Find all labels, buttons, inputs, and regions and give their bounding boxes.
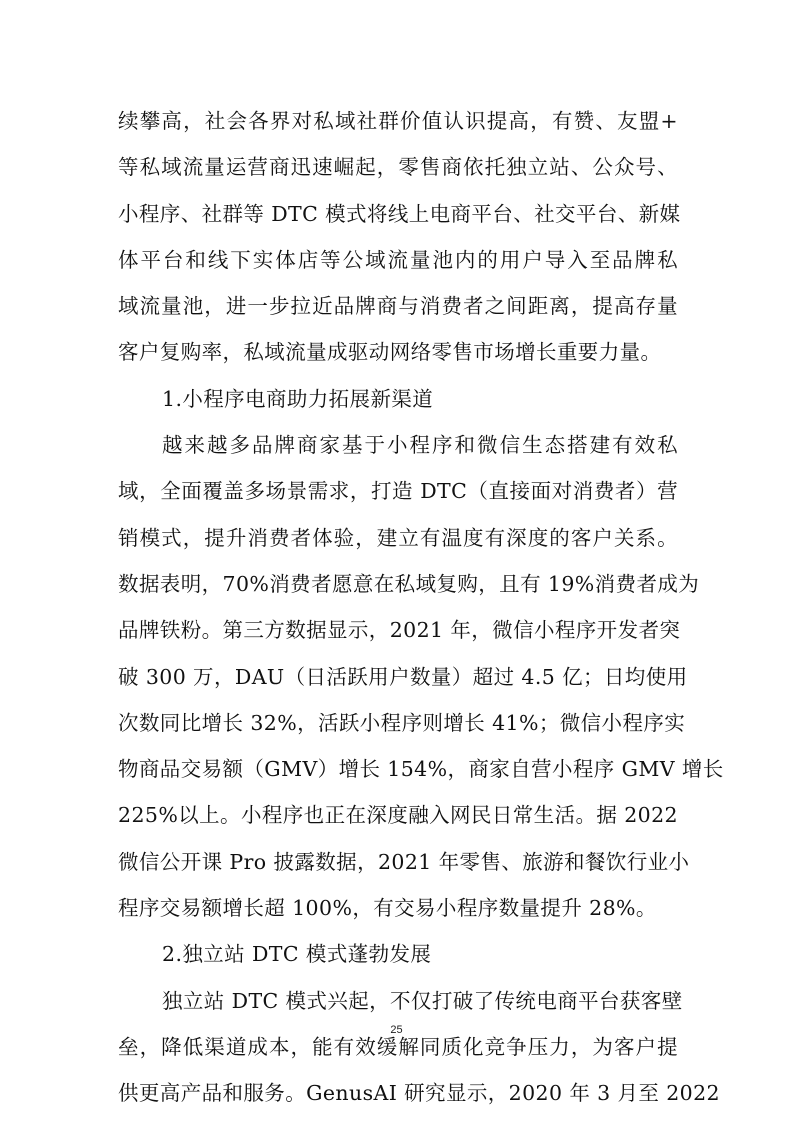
text-line: 客户复购率，私域流量成驱动网络零售市场增长重要力量。	[118, 340, 662, 365]
text-line: 越来越多品牌商家基于小程序和微信生态搭建有效私	[162, 433, 678, 458]
paragraph-3	[118, 978, 721, 1117]
text-line: 小程序、社群等 DTC 模式将线上电商平台、社交平台、新媒	[118, 201, 681, 226]
text-line: 垒，降低渠道成本，能有效缓解同质化竞争压力，为客户提	[118, 1034, 678, 1059]
text-line: 数据表明，70%消费者愿意在私域复购，且有 19%消费者成为	[118, 571, 700, 596]
text-line: 破 300 万，DAU（日活跃用户数量）超过 4.5 亿；日均使用	[118, 664, 688, 689]
text-line: 独立站 DTC 模式兴起，不仅打破了传统电商平台获客壁	[162, 988, 683, 1013]
text-line: 225%以上。小程序也正在深度融入网民日常生活。据 2022	[118, 803, 678, 828]
page-body	[118, 98, 724, 1117]
text-line: 域，全面覆盖多场景需求，打造 DTC（直接面对消费者）营	[118, 479, 678, 504]
text-line: 域流量池，进一步拉近品牌商与消费者之间距离，提高存量	[118, 294, 678, 319]
text-line: 次数同比增长 32%，活跃小程序则增长 41%；微信小程序实	[118, 710, 686, 735]
text-line: 续攀高，社会各界对私域社群价值认识提高，有赞、友盟+	[118, 109, 678, 133]
text-line: 程序交易额增长超 100%，有交易小程序数量提升 28%。	[118, 896, 657, 921]
text-line: 体平台和线下实体店等公域流量池内的用户导入至品牌私	[118, 247, 678, 272]
page-number: 25	[390, 1024, 403, 1036]
text-line: 供更高产品和服务。GenusAI 研究显示，2020 年 3 月至 2022	[118, 1081, 721, 1106]
text-line: 微信公开课 Pro 披露数据，2021 年零售、旅游和餐饮行业小	[118, 849, 690, 874]
section-heading-mini-program: 1.小程序电商助力拓展新渠道	[162, 386, 434, 411]
text-line: 销模式，提升消费者体验，建立有温度有深度的客户关系。	[118, 525, 678, 550]
paragraph-1	[118, 98, 681, 376]
text-line: 等私域流量运营商迅速崛起，零售商依托独立站、公众号、	[118, 155, 678, 180]
section-heading-dtc: 2.独立站 DTC 模式蓬勃发展	[162, 942, 432, 967]
paragraph-2	[118, 422, 724, 931]
text-line: 品牌铁粉。第三方数据显示，2021 年，微信小程序开发者突	[118, 618, 681, 643]
text-line: 物商品交易额（GMV）增长 154%，商家自营小程序 GMV 增长	[118, 757, 724, 782]
